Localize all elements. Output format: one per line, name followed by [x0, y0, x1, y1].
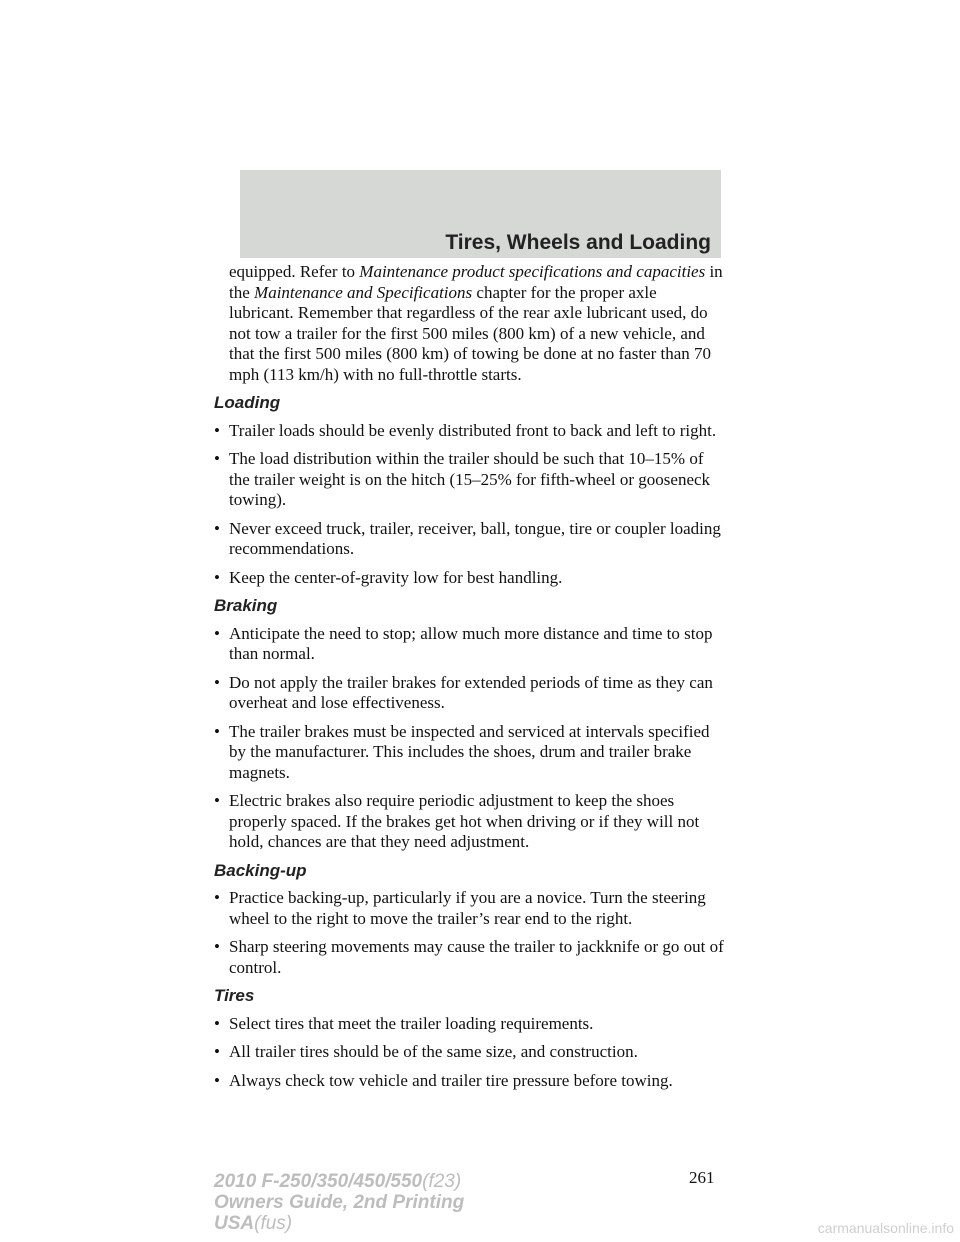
- section-header-band: [240, 170, 721, 258]
- list-item: [214, 421, 724, 442]
- footer-market-code: (fus): [254, 1213, 293, 1234]
- bullet-glyph: •: [214, 1013, 220, 1033]
- page-number: 261: [689, 1168, 715, 1187]
- list-item-text: Trailer loads should be evenly distributed front to back and left to right.: [229, 420, 717, 440]
- list-item-text: The trailer brakes must be inspected and serviced at intervals specified by the manufacturer. This includes the shoes, drum and trailer brake magnets.: [229, 721, 710, 782]
- intro-text: equipped. Refer to: [229, 262, 360, 281]
- list-item: [214, 449, 724, 511]
- list-item-text: All trailer tires should be of the same size, and construction.: [229, 1042, 638, 1061]
- list-item-text: Do not apply the trailer brakes for extended periods of time as they can overheat and lose effectiveness.: [229, 672, 713, 712]
- bullet-glyph: •: [214, 1042, 220, 1061]
- bullet-glyph: •: [214, 672, 220, 692]
- list-item-text: Electric brakes also require periodic adjustment to keep the shoes properly spaced. If the brakes get hot when driving or if they will not hold, chances are that they need adjustment.: [229, 791, 700, 851]
- footer-market: USA: [214, 1213, 255, 1234]
- footer-model-code: (f23): [422, 1171, 462, 1192]
- watermark: carmanualsonline.info: [817, 1220, 954, 1236]
- list-item-text: Keep the center-of-gravity low for best handling.: [229, 567, 563, 587]
- bullet-glyph: •: [214, 623, 220, 643]
- section-heading-tires: Tires: [214, 986, 255, 1005]
- list-item: [214, 519, 724, 560]
- list-item-text: Sharp steering movements may cause the trailer to jackknife or go out of control.: [229, 937, 724, 977]
- footer-model: 2010 F-250/350/450/550: [214, 1171, 423, 1192]
- list-item: [214, 722, 724, 784]
- bullet-glyph: •: [214, 449, 220, 468]
- bullet-glyph: •: [214, 518, 220, 538]
- bullet-list-backing-up: [214, 888, 724, 978]
- list-item-text: Practice backing-up, particularly if you are a novice. Turn the steering wheel to the right to move the trailer’s rear end to the right.: [229, 888, 706, 928]
- section-heading-loading: Loading: [214, 393, 281, 412]
- section-heading-backing-up: Backing-up: [214, 860, 307, 880]
- intro-text: chapter for the proper axle lubricant. Remember that regardless of the rear axle lubricant used, do not tow a trailer for the first 500 miles (800 km) of a new vehicle, and that the first 500 miles (800 km) of towing be done at no faster than 70 mph (113 km/h) with no full-throttle starts.: [229, 282, 712, 384]
- section-heading-braking: Braking: [214, 596, 278, 615]
- intro-text: in the: [229, 262, 723, 302]
- list-item: [214, 1071, 724, 1092]
- page-content: [214, 262, 724, 1099]
- bullet-list-loading: [214, 421, 724, 589]
- list-item-text: Always check tow vehicle and trailer tire pressure before towing.: [229, 1070, 673, 1090]
- list-item: [214, 624, 724, 665]
- intro-ref-chapter: Maintenance and Specifications: [254, 282, 473, 302]
- list-item: [214, 1042, 724, 1063]
- list-item-text: Select tires that meet the trailer loading requirements.: [229, 1013, 594, 1033]
- bullet-glyph: •: [214, 888, 220, 907]
- bullet-glyph: •: [214, 791, 220, 810]
- list-item: [214, 1014, 724, 1035]
- bullet-glyph: •: [214, 721, 220, 741]
- footer-line-market: [214, 1213, 464, 1234]
- intro-ref-title: Maintenance product specifications and capacities: [359, 262, 706, 281]
- bullet-list-braking: [214, 624, 724, 853]
- bullet-glyph: •: [214, 937, 220, 956]
- list-item-text: The load distribution within the trailer should be such that 10–15% of the trailer weight is on the hitch (15–25% for fifth-wheel or gooseneck towing).: [229, 449, 711, 509]
- list-item: [214, 888, 724, 929]
- document-footer: [214, 1171, 464, 1234]
- list-item: [214, 791, 724, 853]
- list-item-text: Never exceed truck, trailer, receiver, ball, tongue, tire or coupler loading recommendations.: [229, 518, 721, 558]
- footer-line-edition: Owners Guide, 2nd Printing: [214, 1192, 465, 1213]
- list-item: [214, 673, 724, 714]
- bullet-list-tires: [214, 1014, 724, 1092]
- bullet-glyph: •: [214, 567, 220, 587]
- list-item: [214, 937, 724, 978]
- list-item-text: Anticipate the need to stop; allow much more distance and time to stop than normal.: [229, 623, 713, 663]
- bullet-glyph: •: [214, 420, 220, 440]
- footer-line-model: [214, 1171, 464, 1192]
- bullet-glyph: •: [214, 1070, 220, 1090]
- intro-paragraph: [214, 262, 724, 385]
- section-title: Tires, Wheels and Loading: [445, 231, 711, 254]
- list-item: [214, 568, 724, 589]
